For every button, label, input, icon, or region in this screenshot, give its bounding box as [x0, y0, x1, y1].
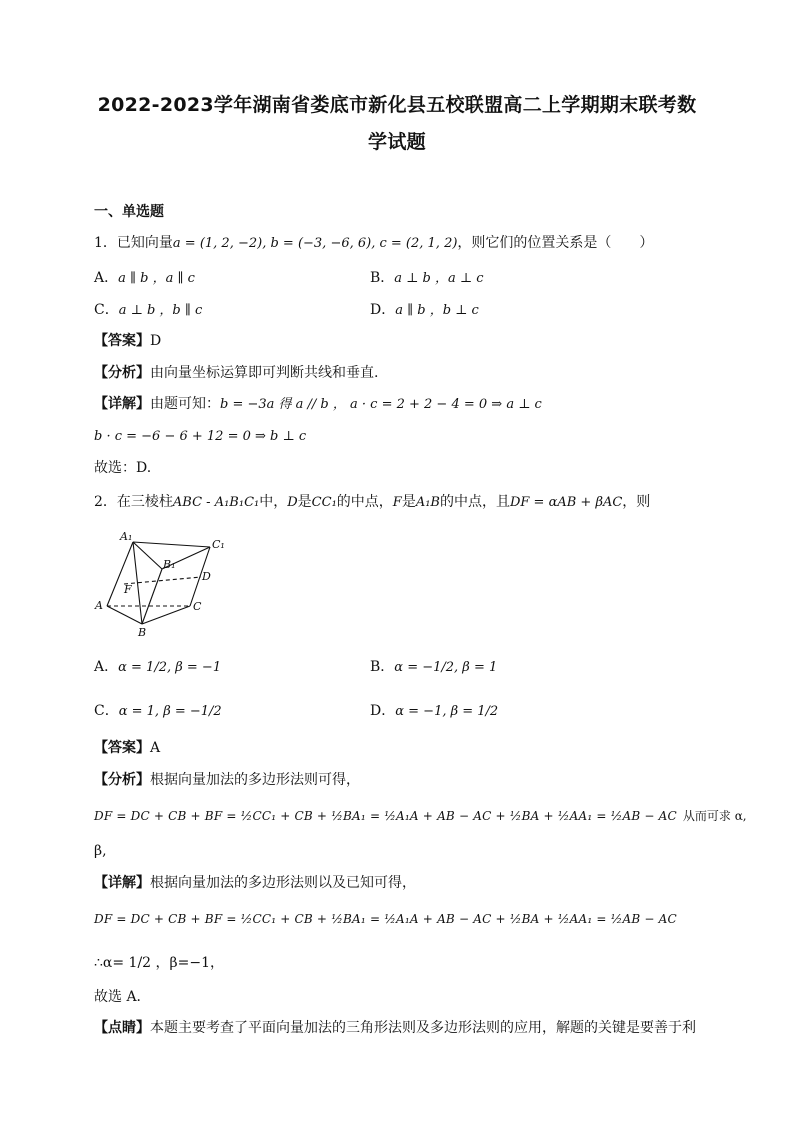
label-c: C: [193, 600, 202, 613]
page-title: 2022-2023学年湖南省娄底市新化县五校联盟高二上学期期末联考数: [97, 94, 697, 116]
label-b: B: [138, 626, 147, 639]
section-heading: 一、单选题: [94, 204, 164, 220]
edge-a1-a: [107, 542, 133, 606]
q1-option-c: C．a ⊥ b ，b ∥ c: [94, 302, 203, 318]
q1-detail: 【详解】由题可知：b = −3a 得 a // b ， a · c = 2 + 2 − 4 = 0 ⇒ a ⊥ c: [94, 396, 542, 412]
q2-result: ∴α= 1/2 ，β=−1，: [94, 955, 224, 971]
q2-detail: 【详解】根据向量加法的多边形法则以及已知可得，: [94, 875, 416, 891]
edge-f-d: [124, 577, 201, 584]
q1-conclusion: 故选：D.: [94, 460, 152, 476]
edge-a1-c1: [133, 542, 210, 547]
prism-figure: [90, 528, 240, 643]
label-d: D: [202, 570, 211, 583]
q1-detail-cont: b · c = −6 − 6 + 12 = 0 ⇒ b ⊥ c: [94, 429, 307, 444]
edge-b1-b: [142, 569, 162, 624]
q2-option-c: C．α = 1, β = −1/2: [94, 703, 222, 719]
q1-option-d: D．a ∥ b ，b ⊥ c: [370, 302, 479, 318]
label-a: A: [95, 599, 103, 612]
edge-a1-b1: [133, 542, 162, 569]
q1-option-b: B．a ⊥ b ，a ⊥ c: [370, 270, 484, 286]
q2-stem: 2．在三棱柱ABC - A₁B₁C₁中，D是CC₁的中点，F是A₁B的中点，且DF = αAB + βAC，则: [94, 494, 651, 510]
q2-analysis-tail: β,: [94, 843, 107, 859]
q2-option-d: D．α = −1, β = 1/2: [370, 703, 499, 719]
q2-conclusion: 故选 A．: [94, 989, 151, 1005]
label-c1: C₁: [212, 538, 225, 551]
q2-answer: 【答案】A: [94, 740, 161, 756]
q1-answer: 【答案】D: [94, 333, 162, 349]
q1-option-a: A．a ∥ b ，a ∥ c: [94, 270, 195, 286]
q2-analysis: 【分析】根据向量加法的多边形法则可得，: [94, 772, 360, 788]
q2-detail-formula: DF = DC + CB + BF = ½CC₁ + CB + ½BA₁ = ½A₁A + AB − AC + ½BA + ½AA₁ = ½AB − AC: [94, 912, 677, 926]
q2-comment: 【点睛】本题主要考查了平面向量加法的三角形法则及多边形法则的应用，解题的关键是要善于利: [94, 1020, 696, 1036]
edge-b-c: [142, 606, 190, 624]
label-b1: B₁: [163, 558, 176, 571]
q2-analysis-formula: DF = DC + CB + BF = ½CC₁ + CB + ½BA₁ = ½A₁A + AB − AC + ½BA + ½AA₁ = ½AB − AC 从而可求 α,: [94, 809, 747, 823]
q1-analysis: 【分析】由向量坐标运算即可判断共线和垂直.: [94, 365, 379, 381]
q2-option-b: B．α = −1/2, β = 1: [370, 659, 498, 675]
page-title-cont: 学试题: [368, 131, 426, 153]
q1-stem: 1．已知向量a = (1, 2, −2), b = (−3, −6, 6), c = (2, 1, 2)，则它们的位置关系是（ ）: [94, 235, 654, 251]
q2-option-a: A．α = 1/2, β = −1: [94, 659, 222, 675]
label-f: F: [124, 583, 132, 596]
label-a1: A₁: [120, 530, 133, 543]
edge-a-b: [107, 606, 142, 624]
